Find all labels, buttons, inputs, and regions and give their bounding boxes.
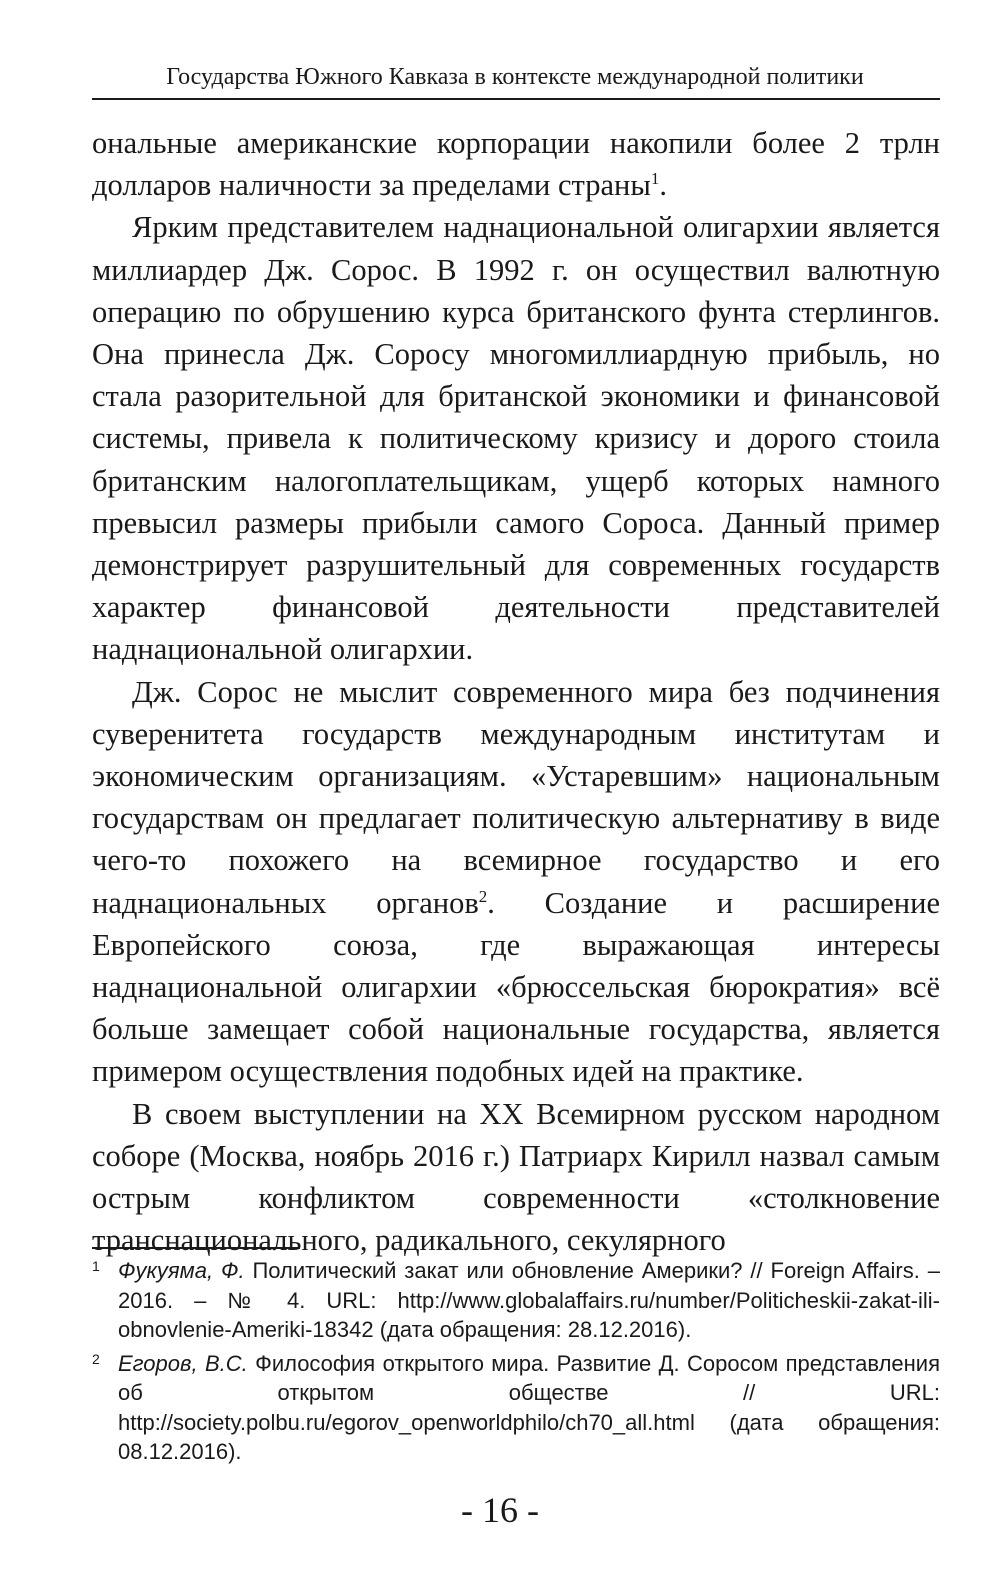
paragraph-1-end: . [659,168,667,203]
footnotes [92,1256,940,1471]
page-number: - 16 - [461,1490,539,1530]
footnote-1-number: 1 [92,1258,100,1274]
footnote-2-author: Егоров, В.С. [118,1350,248,1376]
footnote-2 [92,1349,940,1467]
paragraph-4: В своем выступлении на XX Всемирном русском народном соборе (Москва, ноябрь 2016 г.) Патриарх Кирилл назвал самым острым конфликтом современности «столкновение транснационального, радикального, секулярного [92,1096,940,1258]
footnote-1-text: Политический закат или обновление Америки? // Foreign Affairs. – 2016. – № 4. URL: http://www.globalaffairs.ru/number/Politicheskii-zakat-ili-obnovlenie-Ameriki-18342 (дата обращения: 28.12.2016). [118,1258,940,1342]
paragraph-3 [92,671,940,1093]
header-rule [92,98,940,100]
footnote-ref-2: 2 [478,886,488,906]
footnote-ref-1: 1 [650,169,660,189]
footnote-2-text: Философия открытого мира. Развитие Д. Соросом представления об открытом обществе // URL: http://society.polbu.ru/egorov_openworldphilo/ch70_all.html (дата обращения: 08.12.2016). [118,1350,940,1464]
paragraph-3-text-b: . Создание и расширение Европейского союза, где выражающая интересы наднациональной олигархии «брюссельская бюрократия» всё больше замещает собой национальные государства, является примером осуществления подобных идей на практике. [92,885,940,1089]
body-text [92,122,940,1261]
footnote-1-author: Фукуяма, Ф. [118,1258,245,1283]
footnote-1 [92,1256,940,1345]
footnote-2-number: 2 [92,1350,100,1367]
running-header: Государства Южного Кавказа в контексте международной политики [166,64,864,90]
paragraph-1 [92,122,940,206]
paragraph-1-text: ональные американские корпорации накопили более 2 трлн долларов наличности за пределами страны [92,126,940,203]
footnote-rule [92,1247,300,1249]
paragraph-2: Ярким представителем наднациональной олигархии является миллиардер Дж. Сорос. В 1992 г. он осуществил валютную операцию по обрушению курса британского фунта стерлингов. Она принесла Дж. Соросу многомиллиардную прибыль, но стала разорительной для британской экономики и финансовой системы, привела к политическому кризису и дорого стоила британским налогоплательщикам, ущерб которых намного превысил размеры прибыли самого Сороса. Данный пример демонстрирует разрушительный для современных государств характер финансовой деятельности представителей наднациональной олигархии. [92,210,940,667]
paragraph-3-text-a: Дж. Сорос не мыслит современного мира без подчинения суверенитета государств международным институтам и экономическим организациям. «Устаревшим» национальным государствам он предлагает политическую альтернативу в виде чего-то похожего на всемирное государство и его наднациональных органов [92,674,940,920]
